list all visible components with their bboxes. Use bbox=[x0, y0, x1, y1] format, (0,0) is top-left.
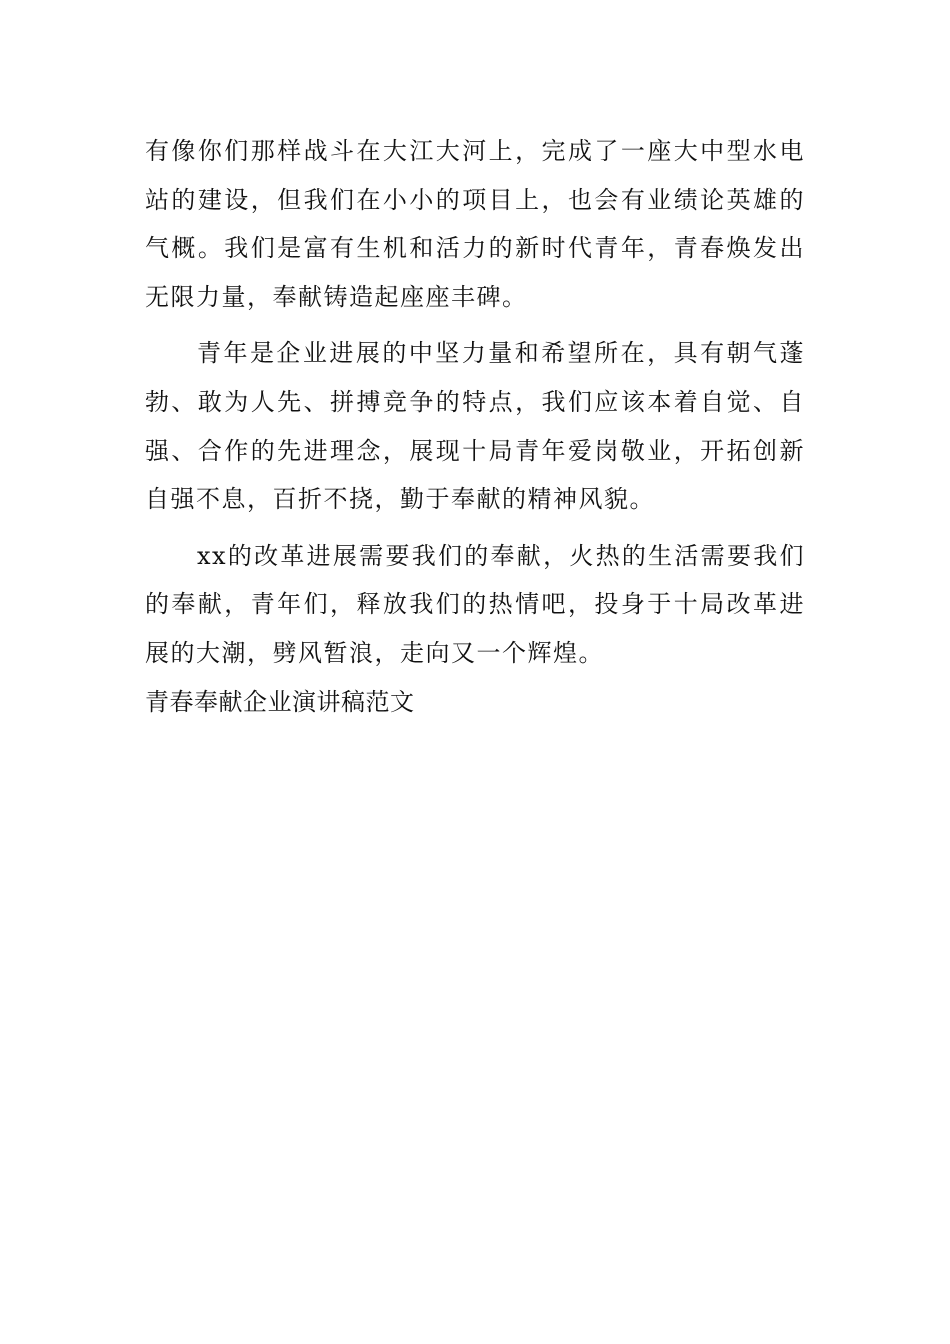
paragraph-reform: xx的改革进展需要我们的奉献，火热的生活需要我们的奉献，青年们，释放我们的热情吧，投身于十局改革进展的大潮，劈风暂浪，走向又一个辉煌。 bbox=[145, 541, 805, 667]
paragraph-continuation: 有像你们那样战斗在大江大河上，完成了一座大中型水电站的建设，但我们在小小的项目上，也会有业绩论英雄的气概。我们是富有生机和活力的新时代青年，青春焕发出无限力量，奉献铸造起座座丰碑。 bbox=[145, 137, 805, 311]
paragraph-youth: 青年是企业进展的中坚力量和希望所在，具有朝气蓬勃、敢为人先、拼搏竞争的特点，我们应该本着自觉、自强、合作的先进理念，展现十局青年爱岗敬业，开拓创新自强不息，百折不挠，勤于奉献的精神风貌。 bbox=[145, 339, 805, 514]
next-document-title: 青春奉献企业演讲稿范文 bbox=[145, 687, 415, 716]
document-body bbox=[145, 127, 805, 726]
